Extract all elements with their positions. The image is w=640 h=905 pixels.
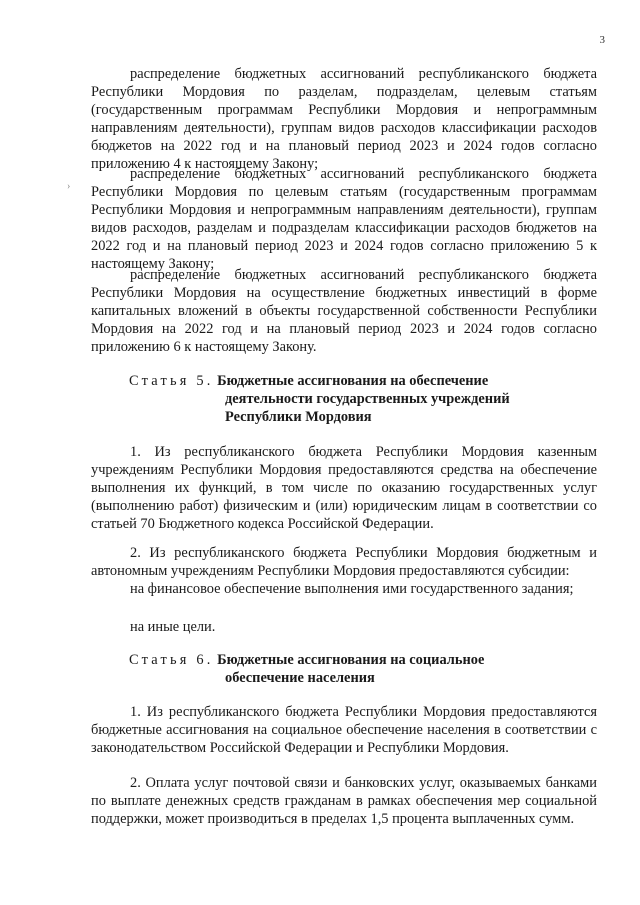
article-5-title-line-2: деятельности государственных учреждений [225, 391, 510, 407]
paragraph-distribution-investments: распределение бюджетных ассигнований республиканского бюджета Республики Мордовия на осуществление бюджетных инвестиций в форме капитальных вложений в объекты государственной собственности Республики Мордовия на 2022 год и на плановый период 2023 и 2024 годов согласно приложению 6 к настоящему Закону. [91, 267, 597, 355]
article-5-subitem-1: на финансовое обеспечение выполнения ими государственного задания; [130, 581, 574, 597]
article-5-item-1: 1. Из республиканского бюджета Республики Мордовия казенным учреждениям Республики Мордовия предоставляются средства на обеспечение выполнения их функций, в том числе по оказанию государственных услуг (выполнению работ) физическим и (или) юридическим лицам в соответствии со статьей 70 Бюджетного кодекса Российской Федерации. [91, 444, 597, 532]
article-6-title-line-1: Бюджетные ассигнования на социальное [217, 652, 485, 668]
page-number: 3 [599, 34, 605, 46]
article-5-item-2: 2. Из республиканского бюджета Республики Мордовия бюджетным и автономным учреждениям Республики Мордовия предоставляются субсидии: [91, 545, 597, 579]
article-5-title-line-1: Бюджетные ассигнования на обеспечение [217, 373, 489, 389]
margin-mark: › [67, 181, 71, 192]
paragraph-distribution-sections: распределение бюджетных ассигнований республиканского бюджета Республики Мордовия по разделам, подразделам, целевым статьям (государственным программам Республики Мордовия и непрограммным направлениям деятельности), группам видов расходов классификации расходов бюджетов на 2022 год и на плановый период 2023 и 2024 годов согласно приложению 4 к настоящему Закону; [91, 66, 597, 172]
article-6-prefix: Статья 6. [129, 652, 214, 668]
article-5-heading [129, 373, 599, 425]
article-6-title-line-2: обеспечение населения [225, 670, 375, 686]
article-5-prefix: Статья 5. [129, 373, 214, 389]
article-5-subitem-2: на иные цели. [130, 619, 216, 635]
article-5-title-line-3: Республики Мордовия [225, 409, 372, 425]
paragraph-distribution-target-items: распределение бюджетных ассигнований республиканского бюджета Республики Мордовия по целевым статьям (государственным программам Республики Мордовия и непрограммным направлениям деятельности), группам видов расходов, разделам и подразделам классификации расходов бюджетов на 2022 год и на плановый период 2023 и 2024 годов согласно приложению 5 к настоящему Закону; [91, 166, 597, 272]
article-6-item-2: 2. Оплата услуг почтовой связи и банковских услуг, оказываемых банками по выплате денежных средств гражданам в рамках обеспечения мер социальной поддержки, может производиться в пределах 1,5 процента выплаченных сумм. [91, 775, 597, 827]
article-6-heading [129, 652, 599, 686]
article-6-item-1: 1. Из республиканского бюджета Республики Мордовия предоставляются бюджетные ассигнования на социальное обеспечение населения в соответствии с законодательством Российской Федерации и Республики Мордовия. [91, 704, 597, 756]
